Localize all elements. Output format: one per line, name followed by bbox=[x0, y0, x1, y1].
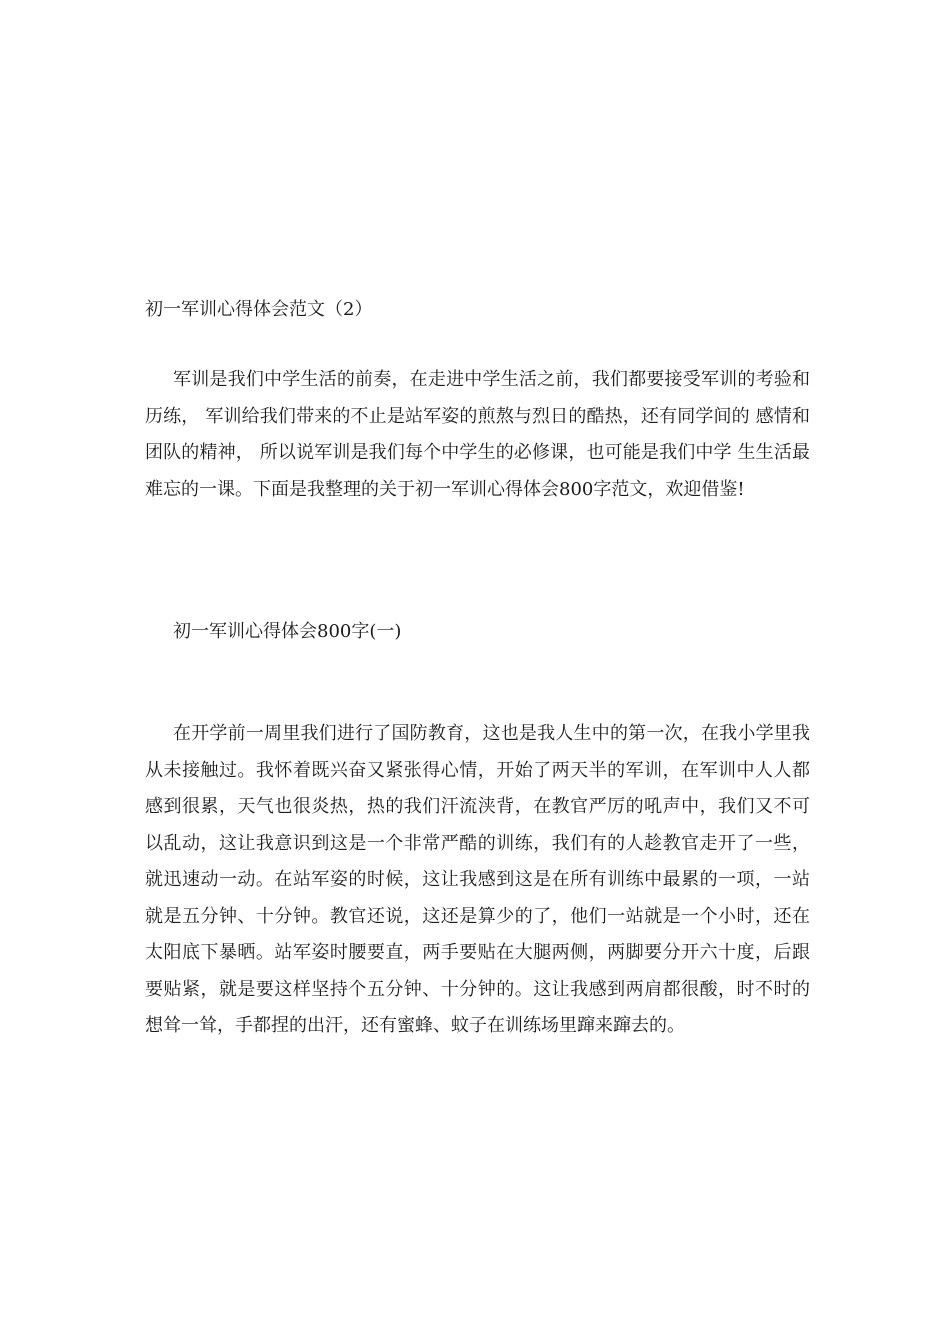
intro-paragraph: 军训是我们中学生活的前奏，在走进中学生活之前，我们都要接受军训的考验和历练， 军训给我们带来的不止是站军姿的煎熬与烈日的酷热，还有同学间的 感情和团队的精神， 所以说军训是我们每个中学生的必修课，也可能是我们中学 生生活最难忘的一课。下面是我整理的关于初一军训心得体会800字范文，欢迎借鉴! bbox=[145, 369, 810, 500]
body-paragraph: 在开学前一周里我们进行了国防教育，这也是我人生中的第一次，在我小学里我从未接触过。我怀着既兴奋又紧张得心情，开始了两天半的军训，在军训中人人都感到很累，天气也很炎热，热的我们汗流浃背，在教官严厉的吼声中，我们又不可以乱动，这让我意识到这是一个非常严酷的训练，我们有的人趁教官走开了一些，就迅速动一动。在站军姿的时候，这让我感到这是在所有训练中最累的一项，一站就是五分钟、十分钟。教官还说，这还是算少的了，他们一站就是一个小时，还在太阳底下暴晒。站军姿时腰要直，两手要贴在大腿两侧，两脚要分开六十度，后跟要贴紧，就是要这样坚持个五分钟、十分钟的。这让我感到两肩都很酸，时不时的想耸一耸，手都捏的出汗，还有蜜蜂、蚊子在训练场里蹿来蹿去的。 bbox=[145, 723, 810, 1036]
section-heading: 初一军训心得体会800字(一) bbox=[173, 621, 402, 642]
document-title: 初一军训心得体会范文（2） bbox=[145, 299, 373, 320]
